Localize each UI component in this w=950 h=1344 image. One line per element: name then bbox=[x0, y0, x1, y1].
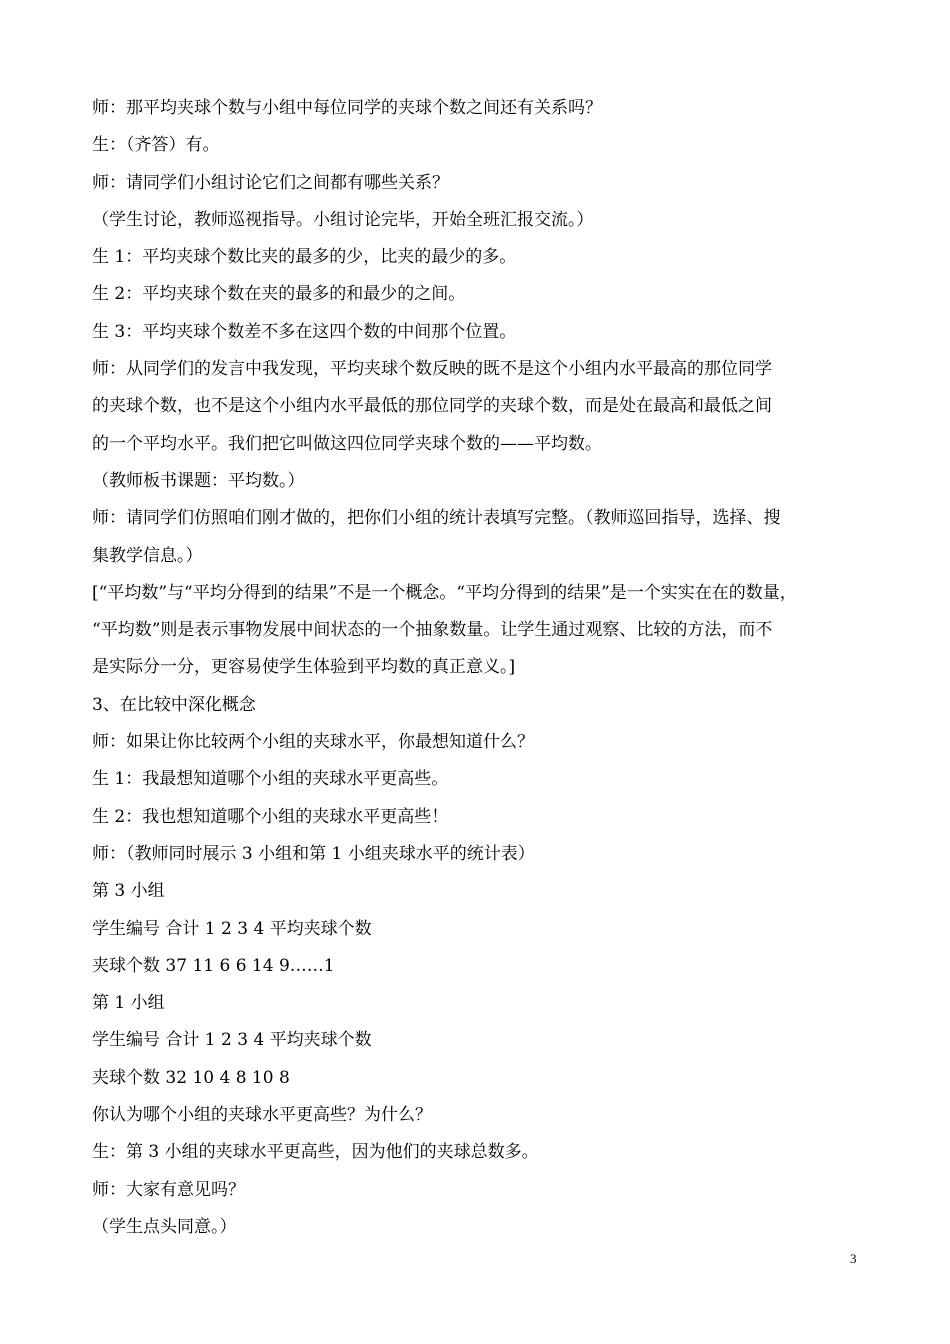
section-heading: 3、在比较中深化概念 bbox=[92, 694, 256, 715]
text-line: 师：那平均夹球个数与小组中每位同学的夹球个数之间还有关系吗？ bbox=[92, 98, 602, 118]
text-line: 生 1：平均夹球个数比夹的最多的少，比夹的最少的多。 bbox=[92, 247, 517, 268]
page-number: 3 bbox=[850, 1251, 857, 1266]
group-label: 第 3 小组 bbox=[92, 881, 165, 902]
text-line: 的夹球个数，也不是这个小组内水平最低的那位同学的夹球个数，而是处在最高和最低之间 bbox=[92, 396, 772, 417]
document-body bbox=[92, 90, 862, 1246]
table-data-row: 夹球个数 32 10 4 8 10 8 bbox=[92, 1067, 290, 1088]
text-line: 生 3：平均夹球个数差不多在这四个数的中间那个位置。 bbox=[92, 321, 517, 342]
group-label: 第 1 小组 bbox=[92, 993, 165, 1014]
text-line: “平均数”则是表示事物发展中间状态的一个抽象数量。让学生通过观察、比较的方法，而不 bbox=[92, 620, 773, 641]
text-line: 生：（齐答）有。 bbox=[92, 135, 220, 156]
text-line: 是实际分一分，更容易使学生体验到平均数的真正意义。] bbox=[92, 657, 516, 678]
text-line: 师：请同学们仿照咱们刚才做的，把你们小组的统计表填写完整。（教师巡回指导，选择、搜 bbox=[92, 508, 781, 529]
text-line: 的一个平均水平。我们把它叫做这四位同学夹球个数的——平均数。 bbox=[92, 433, 602, 454]
text-line: （学生点头同意。） bbox=[92, 1216, 237, 1237]
text-line: 师：请同学们小组讨论它们之间都有哪些关系？ bbox=[92, 172, 449, 193]
text-line: 生 2：平均夹球个数在夹的最多的和最少的之间。 bbox=[92, 284, 466, 305]
table-header-row: 学生编号 合计 1 2 3 4 平均夹球个数 bbox=[92, 1030, 372, 1051]
text-line: 师：（教师同时展示 3 小组和第 1 小组夹球水平的统计表） bbox=[92, 843, 535, 864]
text-line: 集教学信息。） bbox=[92, 545, 203, 566]
table-header-row: 学生编号 合计 1 2 3 4 平均夹球个数 bbox=[92, 918, 372, 939]
text-line: [“平均数”与“平均分得到的结果”不是一个概念。“平均分得到的结果”是一个实实在在的数量， bbox=[92, 582, 797, 603]
table-data-row: 夹球个数 37 11 6 6 14 9……1 bbox=[92, 955, 335, 976]
text-line: 师：大家有意见吗？ bbox=[92, 1179, 245, 1200]
text-line: （教师板书课题：平均数。） bbox=[92, 470, 305, 491]
text-line: 生 1：我最想知道哪个小组的夹球水平更高些。 bbox=[92, 769, 449, 790]
text-line: 生 2：我也想知道哪个小组的夹球水平更高些！ bbox=[92, 806, 449, 827]
text-line: 师：从同学们的发言中我发现，平均夹球个数反映的既不是这个小组内水平最高的那位同学 bbox=[92, 359, 772, 380]
text-line: 生：第 3 小组的夹球水平更高些，因为他们的夹球总数多。 bbox=[92, 1142, 539, 1163]
text-line: 师：如果让你比较两个小组的夹球水平，你最想知道什么？ bbox=[92, 732, 534, 753]
text-line: （学生讨论，教师巡视指导。小组讨论完毕，开始全班汇报交流。） bbox=[92, 209, 594, 230]
text-line: 你认为哪个小组的夹球水平更高些？为什么？ bbox=[92, 1105, 432, 1126]
